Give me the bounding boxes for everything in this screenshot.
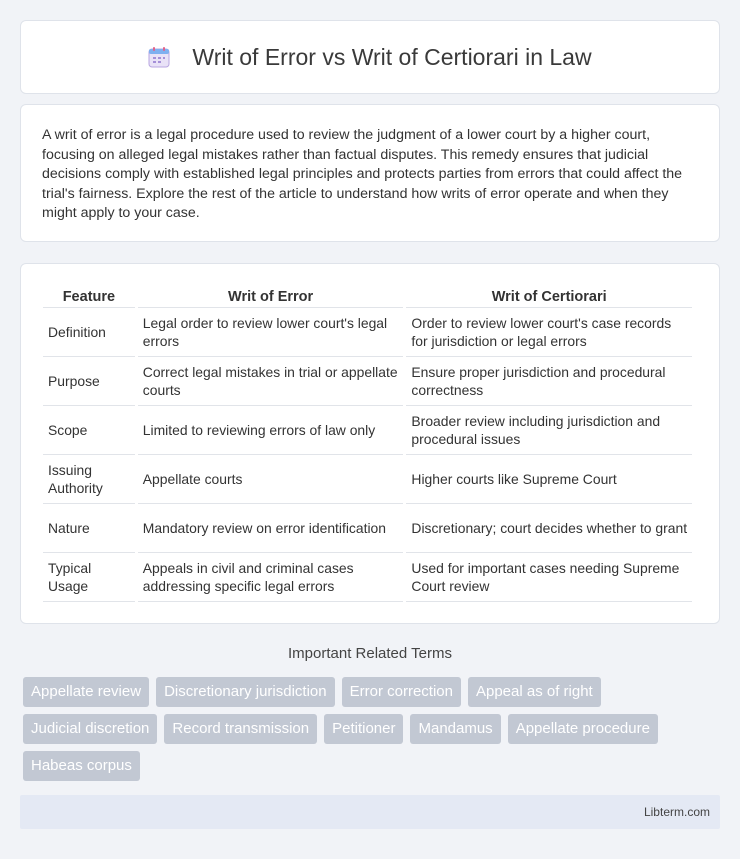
table-cell: Definition xyxy=(43,308,135,357)
table-cell: Higher courts like Supreme Court xyxy=(406,455,692,504)
table-cell: Issuing Authority xyxy=(43,455,135,504)
related-term-tag[interactable]: Appellate review xyxy=(23,677,149,707)
related-terms-title: Important Related Terms xyxy=(288,645,452,662)
table-cell: Nature xyxy=(43,504,135,553)
related-terms-list xyxy=(23,677,723,781)
intro-text: A writ of error is a legal procedure used to review the judgment of a lower court by a higher court, focusing on alleged legal mistakes rather than factual disputes. This remedy ensures that judicial decisions comply with established legal principles and protects parties from errors that could affect the trial's fairness. Explore the rest of the article to understand how writs of error operate and when they might apply to your case. xyxy=(42,127,683,222)
table-cell: Order to review lower court's case records for jurisdiction or legal errors xyxy=(406,308,692,357)
table-cell: Used for important cases needing Supreme Court review xyxy=(406,553,692,602)
table-cell: Mandatory review on error identification xyxy=(138,504,404,553)
header-card xyxy=(20,20,720,94)
related-term-tag[interactable]: Petitioner xyxy=(324,714,403,744)
page-title: Writ of Error vs Writ of Certiorari in Law xyxy=(192,43,592,70)
related-term-tag[interactable]: Discretionary jurisdiction xyxy=(156,677,335,707)
table-cell: Typical Usage xyxy=(43,553,135,602)
related-term-tag[interactable]: Error correction xyxy=(342,677,461,707)
table-row xyxy=(43,504,692,553)
table-cell: Correct legal mistakes in trial or appellate courts xyxy=(138,357,404,406)
table-header-row xyxy=(43,288,692,308)
table-row xyxy=(43,357,692,406)
table-row xyxy=(43,553,692,602)
related-term-tag[interactable]: Mandamus xyxy=(410,714,500,744)
header-writ-of-certiorari: Writ of Certiorari xyxy=(406,288,692,308)
header-feature: Feature xyxy=(43,288,135,308)
table-row xyxy=(43,406,692,455)
table-cell: Limited to reviewing errors of law only xyxy=(138,406,404,455)
related-term-tag[interactable]: Appellate procedure xyxy=(508,714,658,744)
comparison-table-card xyxy=(20,263,720,624)
calendar-icon xyxy=(148,46,170,68)
comparison-table xyxy=(40,288,695,602)
table-row xyxy=(43,455,692,504)
related-term-tag[interactable]: Habeas corpus xyxy=(23,751,140,781)
table-cell: Appellate courts xyxy=(138,455,404,504)
table-cell: Ensure proper jurisdiction and procedural correctness xyxy=(406,357,692,406)
table-cell: Legal order to review lower court's legal errors xyxy=(138,308,404,357)
table-cell: Scope xyxy=(43,406,135,455)
footer xyxy=(20,795,720,829)
intro-card xyxy=(20,104,720,242)
related-term-tag[interactable]: Record transmission xyxy=(164,714,317,744)
table-cell: Broader review including jurisdiction and procedural issues xyxy=(406,406,692,455)
table-cell: Discretionary; court decides whether to grant xyxy=(406,504,692,553)
related-term-tag[interactable]: Appeal as of right xyxy=(468,677,601,707)
related-term-tag[interactable]: Judicial discretion xyxy=(23,714,157,744)
table-cell: Appeals in civil and criminal cases addressing specific legal errors xyxy=(138,553,404,602)
header-writ-of-error: Writ of Error xyxy=(138,288,404,308)
table-cell: Purpose xyxy=(43,357,135,406)
footer-brand-link[interactable]: Libterm.com xyxy=(643,805,710,819)
table-row xyxy=(43,308,692,357)
